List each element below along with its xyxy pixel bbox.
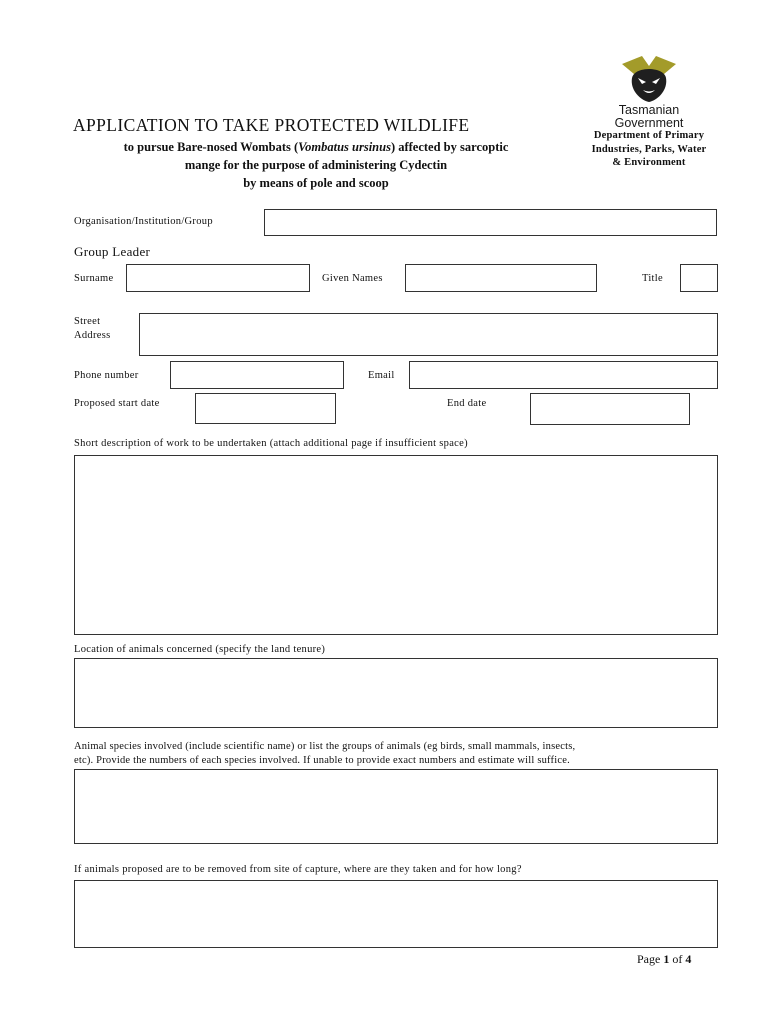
form-subtitle <box>60 138 572 192</box>
removal-label: If animals proposed are to be removed from site of capture, where are they taken and for how long? <box>74 864 522 875</box>
start-date-input[interactable] <box>195 393 336 424</box>
end-date-input[interactable] <box>530 393 690 425</box>
species-name: Vombatus ursinus <box>298 140 391 154</box>
tasmanian-devil-logo-icon <box>612 54 686 104</box>
removal-textarea[interactable] <box>74 880 718 948</box>
organisation-label: Organisation/Institution/Group <box>74 216 213 227</box>
department-name: Department of Primary Industries, Parks, Water & Environment <box>591 130 707 168</box>
organisation-input[interactable] <box>264 209 717 236</box>
given-names-input[interactable] <box>405 264 597 292</box>
start-date-label: Proposed start date <box>74 398 160 409</box>
email-input[interactable] <box>409 361 718 389</box>
given-names-label: Given Names <box>322 273 383 284</box>
description-label: Short description of work to be undertaken (attach additional page if insufficient space) <box>74 438 468 449</box>
subtitle-line-3: by means of pole and scoop <box>243 176 389 190</box>
form-title: APPLICATION TO TAKE PROTECTED WILDLIFE <box>73 115 470 135</box>
location-label: Location of animals concerned (specify the land tenure) <box>74 644 326 655</box>
page-number: Page 1 of 4 <box>637 952 692 966</box>
surname-input[interactable] <box>126 264 310 292</box>
description-textarea[interactable] <box>74 455 718 635</box>
species-textarea[interactable] <box>74 769 718 844</box>
location-textarea[interactable] <box>74 658 718 728</box>
email-label: Email <box>368 370 395 381</box>
phone-input[interactable] <box>170 361 344 389</box>
street-address-label: Street Address <box>74 316 111 341</box>
group-leader-heading: Group Leader <box>74 244 151 259</box>
title-label: Title <box>642 273 663 284</box>
subtitle-line-1: to pursue Bare-nosed Wombats (Vombatus ursinus) affected by sarcoptic <box>123 140 509 154</box>
government-wordmark: Tasmanian Government <box>614 103 684 130</box>
title-input[interactable] <box>680 264 718 292</box>
surname-label: Surname <box>74 273 114 284</box>
phone-label: Phone number <box>74 370 139 381</box>
species-label: Animal species involved (include scientific name) or list the groups of animals (eg birds, small mammals, insects, etc). Provide the numbers of each species involved. If unable to provide exact numbers and estimate will suffice. <box>74 741 576 766</box>
end-date-label: End date <box>447 398 487 409</box>
subtitle-line-2: mange for the purpose of administering Cydectin <box>184 158 448 172</box>
street-address-input[interactable] <box>139 313 718 356</box>
